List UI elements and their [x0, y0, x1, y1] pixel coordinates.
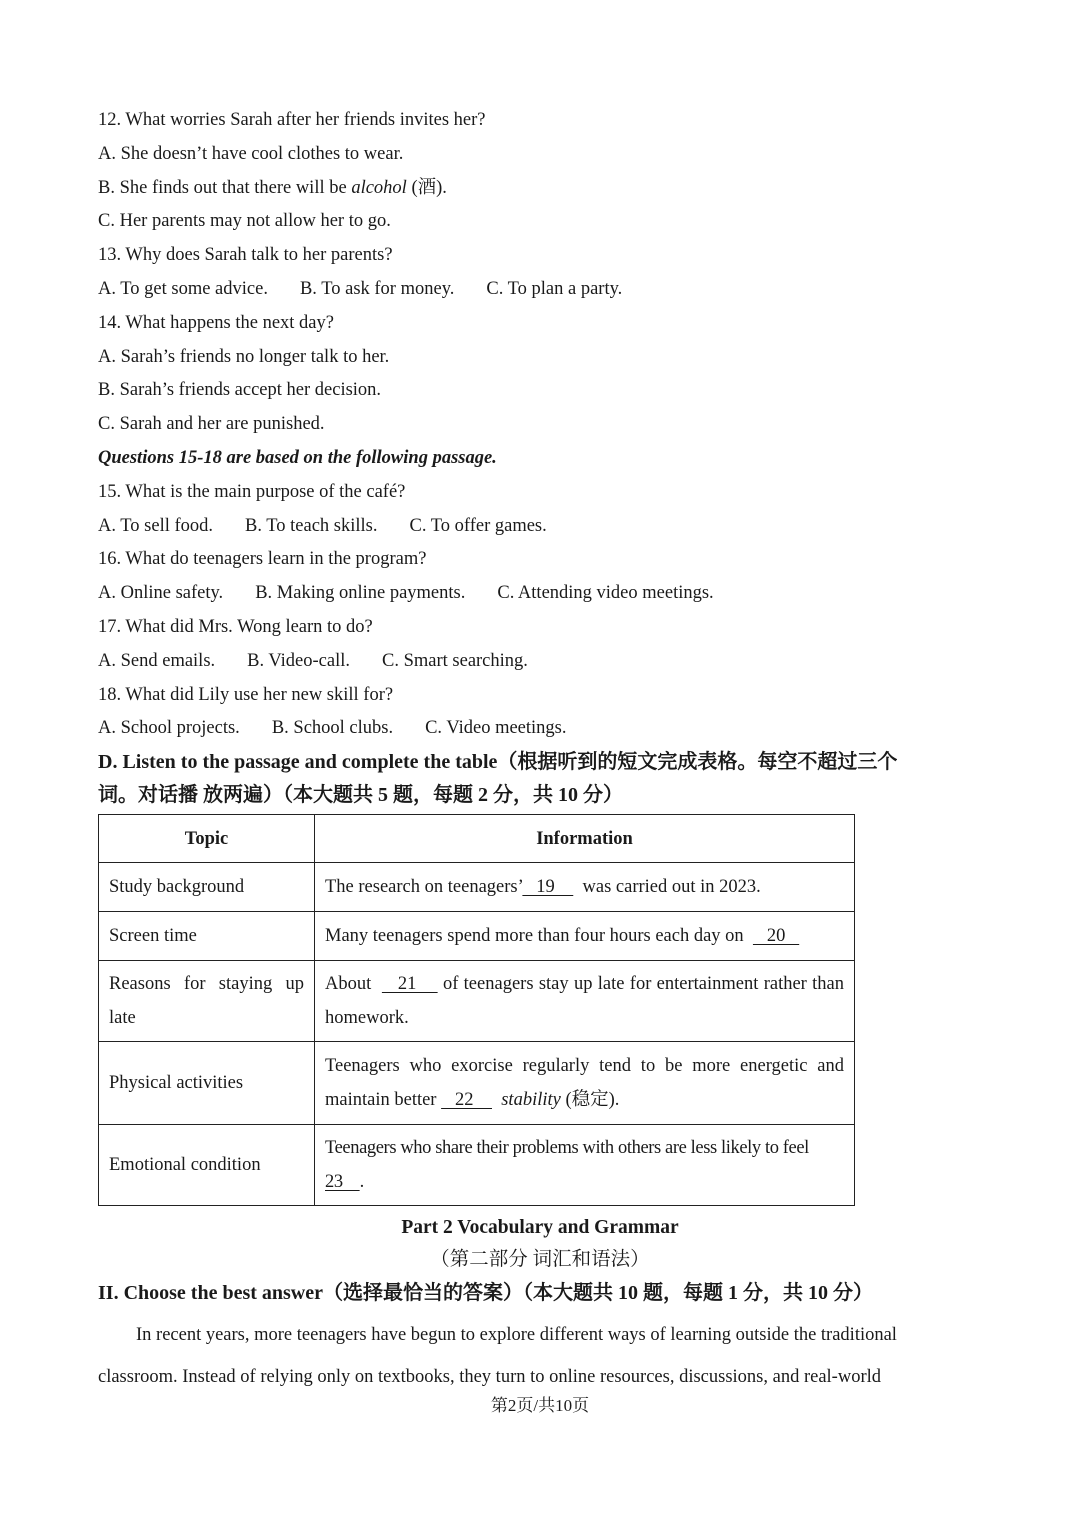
question-12-option-c: C. Her parents may not allow her to go. [98, 211, 391, 232]
topic-cell: Study background [99, 863, 315, 912]
header-information: Information [315, 815, 855, 863]
question-12-option-a: A. She doesn’t have cool clothes to wear. [98, 143, 404, 164]
question-12: 12. What worries Sarah after her friends invites her? [98, 110, 486, 130]
question-15: 15. What is the main purpose of the café? [98, 481, 406, 502]
option-b: B. Making online payments. [255, 583, 466, 604]
section-ii-heading: II. Choose the best answer（选择最恰当的答案）（本大题共 10 题，每题 1 分，共 10 分） [98, 1282, 873, 1305]
option-b: B. To teach skills. [245, 515, 378, 536]
option-c: C. To offer games. [409, 515, 547, 536]
header-topic: Topic [99, 815, 315, 863]
information-table [98, 814, 855, 1206]
blank-19: 19 [522, 877, 574, 898]
question-14-option-a: A. Sarah’s friends no longer talk to her. [98, 346, 390, 367]
question-14-option-b: B. Sarah’s friends accept her decision. [98, 380, 382, 401]
blank-22: 22 [441, 1090, 492, 1111]
question-16: 16. What do teenagers learn in the program? [98, 549, 427, 570]
option-b: B. School clubs. [271, 718, 394, 739]
passage-note: Questions 15-18 are based on the following passage. [98, 447, 497, 468]
reading-paragraph: In recent years, more teenagers have begun to explore different ways of learning outside the traditional [136, 1325, 897, 1346]
question-14: 14. What happens the next day? [98, 312, 334, 333]
blank-20: 20 [752, 926, 800, 947]
question-15-options [98, 510, 982, 544]
part-2-title: Part 2 Vocabulary and Grammar [401, 1217, 679, 1239]
question-18: 18. What did Lily use her new skill for? [98, 684, 394, 705]
question-18-options [98, 712, 982, 746]
reading-paragraph-line-2: classroom. Instead of relying only on textbooks, they turn to online resources, discussions, and real-world [98, 1367, 882, 1388]
question-16-options [98, 577, 982, 611]
table-row [99, 912, 855, 961]
table-row [99, 863, 855, 912]
topic-cell: Emotional condition [99, 1125, 315, 1206]
option-a: A. Send emails. [98, 650, 216, 671]
page-number: 第2页/共10页 [490, 1396, 590, 1415]
option-b: B. To ask for money. [299, 278, 455, 299]
info-cell: The research on teenagers’ 19 was carried out in 2023. [315, 863, 855, 912]
question-17: 17. What did Mrs. Wong learn to do? [98, 616, 373, 637]
option-c: C. To plan a party. [486, 278, 623, 299]
info-cell: Teenagers who share their problems with others are less likely to feel 23 . [315, 1125, 855, 1206]
blank-21: 21 [381, 974, 438, 995]
option-b: B. Video-call. [247, 650, 350, 671]
section-d-heading: D. Listen to the passage and complete the table（根据听到的短文完成表格。每空不超过三个 词。对话播 放两遍）（本大题共 5 题，每题 2 分，共 10 分） [98, 751, 898, 807]
question-13: 13. Why does Sarah talk to her parents? [98, 245, 393, 266]
option-c: C. Video meetings. [425, 718, 567, 739]
topic-cell: Screen time [99, 912, 315, 961]
table-row [99, 1042, 855, 1125]
question-17-options [98, 645, 982, 679]
option-a: A. School projects. [98, 718, 240, 739]
question-13-options [98, 273, 982, 307]
question-12-option-b: B. She finds out that there will be alcohol (酒). [98, 177, 447, 198]
info-cell: Teenagers who exorcise regularly tend to be more energetic and maintain better 22 stability (稳定). [315, 1042, 855, 1125]
option-a: A. To sell food. [98, 515, 214, 536]
option-c: C. Attending video meetings. [497, 583, 714, 604]
exam-page [98, 104, 982, 1398]
topic-cell: Reasons for staying up late [99, 961, 315, 1042]
option-c: C. Smart searching. [382, 650, 528, 671]
table-row [99, 1125, 855, 1206]
info-cell: About 21 of teenagers stay up late for entertainment rather than homework. [315, 961, 855, 1042]
part-2-subtitle: （第二部分 词汇和语法） [430, 1249, 650, 1271]
option-a: A. Online safety. [98, 583, 224, 604]
table-row [99, 961, 855, 1042]
question-14-option-c: C. Sarah and her are punished. [98, 414, 325, 435]
info-cell: Many teenagers spend more than four hours each day on 20 [315, 912, 855, 961]
topic-cell: Physical activities [99, 1042, 315, 1125]
blank-23: 23 [325, 1172, 360, 1193]
option-a: A. To get some advice. [98, 278, 268, 299]
